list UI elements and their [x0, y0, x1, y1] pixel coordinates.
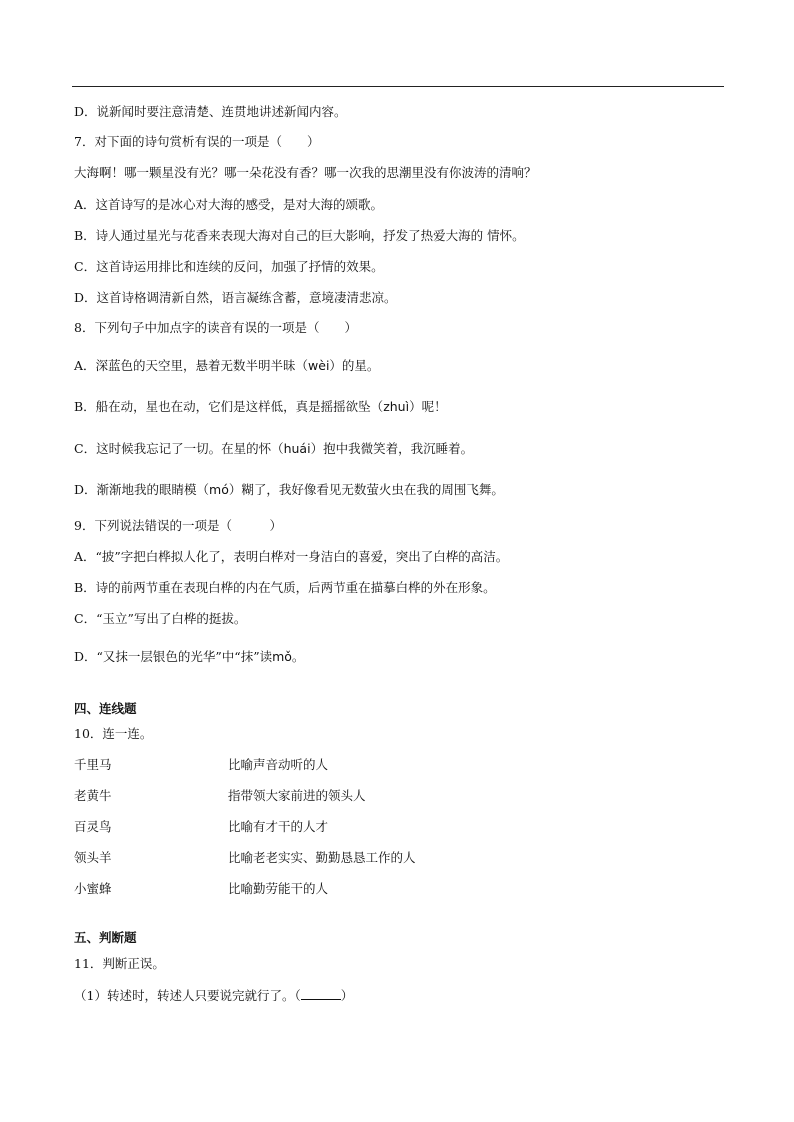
match-left-item[interactable]: 领头羊: [74, 850, 112, 865]
q11-item-1: （1）转述时，转述人只要说完就行了。（ ）: [74, 988, 354, 1003]
q6-option-d: D．说新闻时要注意清楚、连贯地讲述新闻内容。: [74, 104, 347, 119]
section-5-title: 五、判断题: [74, 930, 137, 945]
pinyin: mó: [209, 482, 229, 497]
header-rule: [72, 86, 724, 87]
q8-option-c: C．这时候我忘记了一切。在星的怀（huái）抱中我微笑着，我沉睡着。: [74, 441, 474, 456]
q7-option-d: D．这首诗格调清新自然，语言凝练含蓄，意境凄清悲凉。: [74, 290, 397, 305]
match-right-item[interactable]: 指带领大家前进的领头人: [228, 788, 366, 803]
q7-option-b: B．诗人通过星光与花香来表现大海对自己的巨大影响，抒发了热爱大海的 情怀。: [74, 228, 525, 243]
q9-stem: 9．下列说法错误的一项是（ ）: [74, 518, 282, 533]
match-left-item[interactable]: 千里马: [74, 757, 112, 772]
match-left-item[interactable]: 百灵鸟: [74, 819, 112, 834]
pinyin: wèi: [308, 358, 330, 373]
match-right-item[interactable]: 比喻声音动听的人: [228, 757, 329, 772]
match-left-item[interactable]: 老黄牛: [74, 788, 112, 803]
match-right-item[interactable]: 比喻有才干的人才: [228, 819, 329, 834]
answer-blank[interactable]: [301, 987, 341, 1000]
match-left-item[interactable]: 小蜜蜂: [74, 881, 112, 896]
q9-option-d: D．“又抹一层银色的光华”中“抹”读mǒ。: [74, 649, 305, 664]
section-4-title: 四、连线题: [74, 701, 137, 716]
q11-stem: 11．判断正误。: [74, 956, 165, 971]
q8-option-b: B．船在动，星也在动，它们是这样低，真是摇摇欲坠（zhuì）呢！: [74, 399, 447, 414]
q9-option-a: A．“披”字把白桦拟人化了，表明白桦对一身洁白的喜爱，突出了白桦的高洁。: [74, 549, 509, 564]
q9-option-b: B．诗的前两节重在表现白桦的内在气质，后两节重在描摹白桦的外在形象。: [74, 580, 496, 595]
q10-stem: 10．连一连。: [74, 726, 153, 741]
q9-option-c: C．“玉立”写出了白桦的挺拔。: [74, 611, 247, 626]
match-right-item[interactable]: 比喻老老实实、勤勤恳恳工作的人: [228, 850, 416, 865]
pinyin: zhuì: [383, 399, 410, 414]
q8-option-d: D．渐渐地我的眼睛模（mó）糊了，我好像看见无数萤火虫在我的周围飞舞。: [74, 482, 504, 497]
pinyin: huái: [283, 441, 311, 456]
pinyin: mǒ: [272, 649, 292, 664]
q7-poem: 大海啊！哪一颗星没有光？哪一朵花没有香？哪一次我的思潮里没有你波涛的清响？: [74, 165, 537, 180]
q8-option-a: A．深蓝色的天空里，悬着无数半明半昧（wèi）的星。: [74, 358, 380, 373]
q7-option-a: A．这首诗写的是冰心对大海的感受，是对大海的颂歌。: [74, 197, 384, 212]
q7-stem: 7．对下面的诗句赏析有误的一项是（ ）: [74, 134, 320, 149]
q8-stem: 8．下列句子中加点字的读音有误的一项是（ ）: [74, 320, 357, 335]
q7-option-c: C．这首诗运用排比和连续的反问，加强了抒情的效果。: [74, 259, 384, 274]
match-right-item[interactable]: 比喻勤劳能干的人: [228, 881, 329, 896]
